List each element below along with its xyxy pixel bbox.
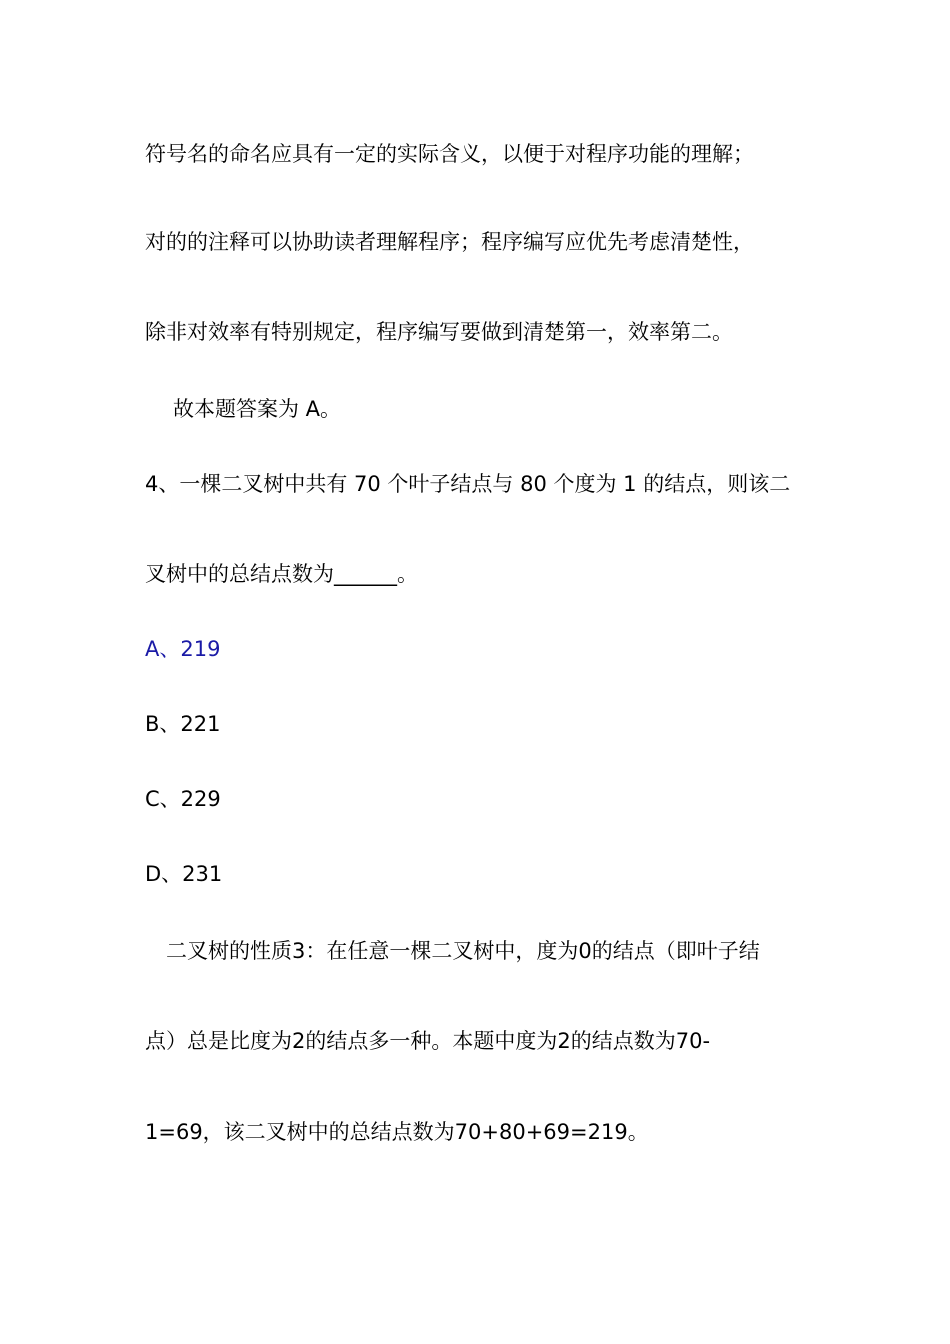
prev-explanation-line-1: 符号名的命名应具有一定的实际含义，以便于对程序功能的理解； xyxy=(145,142,754,166)
explanation-line-2: 点）总是比度为2的结点多一种。本题中度为2的结点数为70- xyxy=(145,1029,711,1053)
option-d: D、231 xyxy=(145,862,223,886)
explanation-line-3: 1=69，该二叉树中的总结点数为70+80+69=219。 xyxy=(145,1120,649,1144)
prev-explanation-line-3: 除非对效率有特别规定，程序编写要做到清楚第一，效率第二。 xyxy=(145,320,733,344)
option-c: C、229 xyxy=(145,787,221,811)
option-b: B、221 xyxy=(145,712,221,736)
option-a: A、219 xyxy=(145,637,221,661)
explanation-line-1: 二叉树的性质3：在任意一棵二叉树中，度为0的结点（即叶子结 xyxy=(166,939,760,963)
question-line-1: 4、一棵二叉树中共有 70 个叶子结点与 80 个度为 1 的结点，则该二 xyxy=(145,472,791,496)
question-line-2: 叉树中的总结点数为______。 xyxy=(145,562,418,586)
prev-explanation-line-2: 对的的注释可以协助读者理解程序；程序编写应优先考虑清楚性， xyxy=(145,230,754,254)
prev-answer-conclusion: 故本题答案为 A。 xyxy=(173,397,342,421)
